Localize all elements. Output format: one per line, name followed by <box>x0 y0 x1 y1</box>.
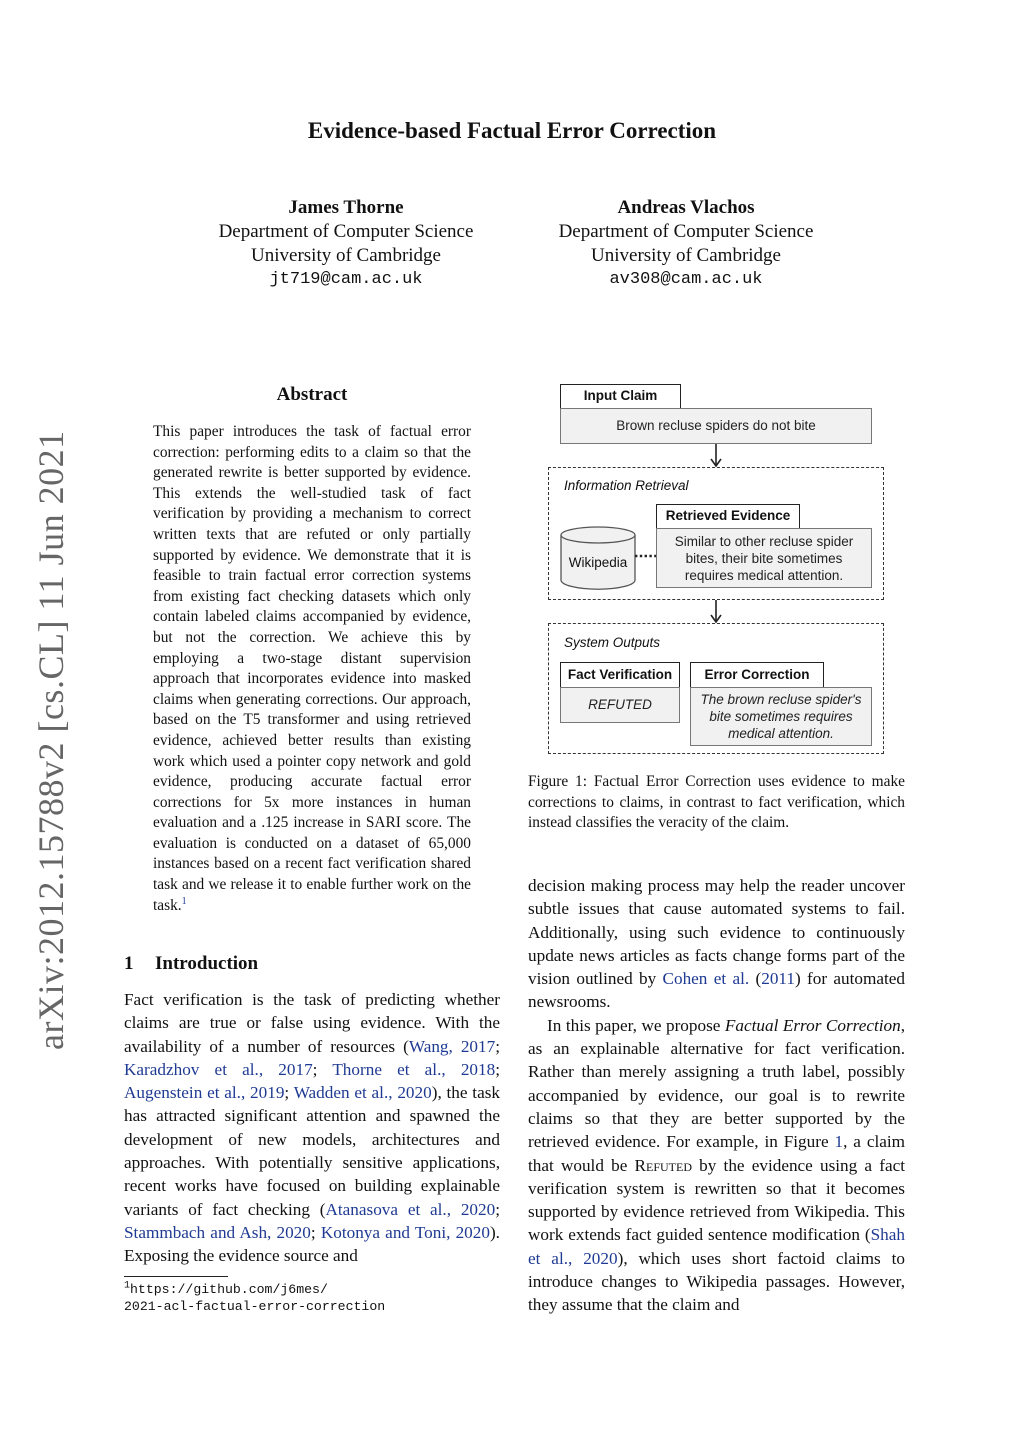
text-run: ; <box>495 1199 500 1219</box>
footnote-url-cont[interactable]: 2021-acl-factual-error-correction <box>124 1299 386 1314</box>
author-name: Andreas Vlachos <box>617 197 755 218</box>
text-run: ; <box>310 1222 321 1242</box>
dotted-connector <box>634 552 658 560</box>
arxiv-identifier: arXiv:2012.15788v2 [cs.CL] 11 Jun 2021 <box>31 430 71 1050</box>
intro-paragraph <box>124 988 500 1268</box>
author-dept: Department of Computer Science <box>218 221 474 242</box>
author-2 <box>516 196 856 292</box>
right-column-text <box>528 874 905 1317</box>
citation-link[interactable]: Thorne et al., 2018 <box>332 1059 496 1079</box>
citation-link[interactable]: Stammbach and Ash, 2020 <box>124 1222 311 1242</box>
text-run: decision making process may help the reader uncover subtle issues that cause automated systems to fail. Additionally, using such evidence to continuously update news articles as facts change forms part of the vision outlined by <box>528 876 905 989</box>
wikipedia-label: Wikipedia <box>568 555 628 570</box>
text-run: , a claim that would be <box>528 1132 906 1175</box>
text-run: ), which uses short factoid claims to introduce changes to Wikipedia passages. However, they assume that the claim and <box>528 1248 905 1315</box>
citation-link[interactable]: Cohen et al. <box>662 969 750 989</box>
input-claim-box: Brown recluse spiders do not bite <box>560 408 872 444</box>
paper-title: Evidence-based Factual Error Correction <box>307 118 717 143</box>
footnote-ref[interactable]: 1 <box>181 895 187 907</box>
input-claim-label: Input Claim <box>560 384 681 409</box>
abstract-body: This paper introduces the task of factual error correction: performing edits to a claim so that the generated rewrite is better supported by evidence. This extends the well-studied task of fact verification by providing a mechanism to correct written texts that are refuted or only partially supported by evidence. We demonstrate that it is feasible to train factual error correction systems from existing fact checking datasets which only contain labeled claims accompanied by evidence, but not the correction. We achieve this by employing a two-stage distant supervision approach that incorporates evidence into masked claims when generating corrections. Our approach, based on the T5 transformer and using retrieved evidence, achieved better results than existing work which used a pointer copy network and gold evidence, producing accurate factual error corrections for 5x more instances in human evaluation and a .125 increase in SARI score. The evaluation is conducted on a dataset of 65,000 instances based on a recent fact verification shared task and we release it to enable further work on the task. <box>153 423 471 914</box>
text-run: ; <box>495 1036 500 1056</box>
author-email: jt719@cam.ac.uk <box>269 270 423 289</box>
paragraph <box>528 1014 905 1317</box>
citation-link[interactable]: 2011 <box>761 969 795 989</box>
section-heading-introduction <box>124 953 258 975</box>
figure-ref-link[interactable]: 1 <box>834 1132 844 1152</box>
section-number: 1 <box>124 953 134 974</box>
text-run: ( <box>749 969 762 989</box>
ir-label: Information Retrieval <box>564 478 689 493</box>
citation-link[interactable]: Kotonya and Toni, 2020 <box>320 1222 490 1242</box>
text-run: Fact verification is the task of predicting whether claims are true or false using evidence. With the availability of a number of resources ( <box>124 990 500 1056</box>
citation-link[interactable]: Wang, 2017 <box>408 1036 496 1056</box>
abstract-heading: Abstract <box>276 384 348 405</box>
citation-link[interactable]: Shah et al., 2020 <box>528 1225 905 1268</box>
error-correction-label: Error Correction <box>690 662 824 688</box>
footnote-rule <box>124 1276 228 1277</box>
text-run: ) for automated newsrooms. <box>528 969 905 1012</box>
author-1 <box>176 196 516 292</box>
citation-link[interactable]: Karadzhov et al., 2017 <box>124 1059 313 1079</box>
author-name: James Thorne <box>288 197 404 218</box>
retrieved-evidence-box: Similar to other recluse spider bites, their bite sometimes requires medical attention. <box>656 528 872 588</box>
author-univ: University of Cambridge <box>251 245 441 266</box>
label-refuted: Refuted <box>634 1155 692 1175</box>
footnote <box>124 1281 484 1315</box>
text-run: ), the task has attracted significant attention and spawned the development of new models, architectures and approaches. With potentially sensitive applications, recent works have focused on building explainable variants of fact checking ( <box>124 1083 500 1219</box>
system-outputs-label: System Outputs <box>564 635 661 650</box>
error-correction-output: The brown recluse spider's bite sometimes requires medical attention. <box>690 687 872 746</box>
emphasis: Factual Error Correction <box>724 1015 901 1035</box>
text-run: ; <box>495 1059 500 1079</box>
section-title: Introduction <box>155 953 259 974</box>
author-email: av308@cam.ac.uk <box>609 270 763 289</box>
citation-link[interactable]: Augenstein et al., 2019 <box>124 1083 285 1103</box>
text-run: In this paper, we propose <box>547 1015 725 1035</box>
retrieved-evidence-label: Retrieved Evidence <box>656 504 800 529</box>
text-run: ; <box>284 1083 294 1103</box>
citation-link[interactable]: Atanasova et al., 2020 <box>325 1199 496 1219</box>
text-run: by the evidence using a fact verification system is rewritten so that it becomes supported by evidence retrieved from Wikipedia. This work extends fact guided sentence modification ( <box>528 1155 906 1245</box>
fact-verification-output: REFUTED <box>560 687 680 723</box>
paragraph <box>528 874 905 1014</box>
footnote-url[interactable]: https://github.com/j6mes/ <box>130 1282 328 1297</box>
citation-link[interactable]: Wadden et al., 2020 <box>293 1083 432 1103</box>
author-univ: University of Cambridge <box>591 245 781 266</box>
text-run: , as an explainable alternative for fact verification. Rather than merely assigning a truth label, possibly accompanied by evidence, our goal is to rewrite claims so that they are better supported by the retrieved evidence. For example, in Figure <box>528 1015 905 1152</box>
fact-verification-label: Fact Verification <box>560 662 680 688</box>
text-run: ). Exposing the evidence source and <box>124 1222 500 1266</box>
author-dept: Department of Computer Science <box>558 221 814 242</box>
abstract-text <box>153 422 471 916</box>
text-run: ; <box>312 1059 333 1079</box>
figure-caption: Figure 1: Factual Error Correction uses evidence to make corrections to claims, in contrast to fact verification, which instead classifies the veracity of the claim. <box>528 773 905 832</box>
footnote-mark: 1 <box>124 1280 131 1292</box>
